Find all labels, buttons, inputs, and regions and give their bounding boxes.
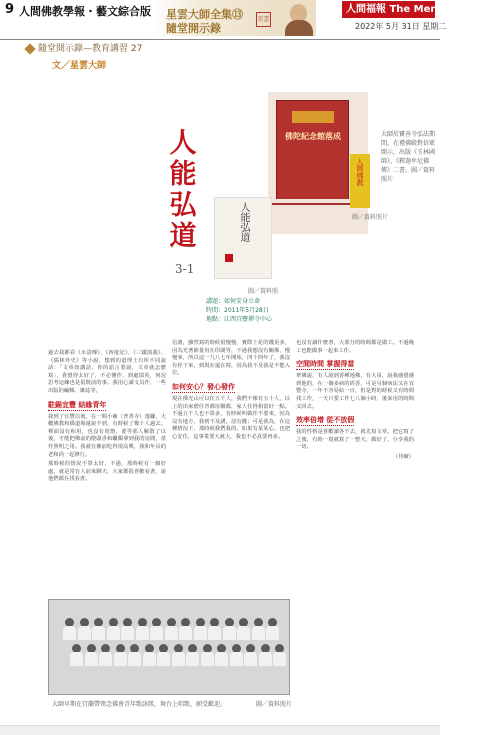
body-column-3 xyxy=(296,340,414,700)
body-column-1 xyxy=(48,350,166,615)
subheading: 空閒時間 掌握得當 xyxy=(296,360,355,369)
choir-member-body xyxy=(237,626,250,640)
choir-photo-caption: 大師早期在宜蘭帶領念佛會青年歌詠隊，舞台上唱歌，頗受歡迎。 xyxy=(52,701,227,708)
banner-seal: 星雲 xyxy=(256,12,271,27)
page-footer xyxy=(0,725,440,735)
calligraphy-image xyxy=(214,197,272,279)
paragraph: 過去我都看《水滸傳》、《西遊記》、《三國演義》、《儒林外史》等小說，想到的道理士有所不同說話：「文章如講話，你的語言要說，文章就怎麼寫」，貴覺得太好了，不必懂作，到處瑞英，何況思考這練也是很既前的事。我用心讀文具作，一些出版的編輯、雜誌等。 xyxy=(48,350,166,394)
banner-line-2: 隨堂開示錄 xyxy=(166,22,221,35)
choir-member-body xyxy=(157,652,170,666)
calligraphy-text: 人能弘道 xyxy=(238,202,249,242)
yellow-book-title: 人間佛教 xyxy=(356,158,364,186)
choir-member-body xyxy=(230,652,243,666)
choir-member-body xyxy=(186,652,199,666)
choir-member-body xyxy=(244,652,257,666)
choir-member-body xyxy=(92,626,105,640)
paragraph: 信誰，雖然寫的時候很慢慢，實際上花的錢更多，因為光著節量用在印刷等，不過我想沒有關係，慢慢來，所以這一九八七年開始，四十四年了，我沒有停下來，到現在還在寫，因為我不及我是不能入位。 xyxy=(172,340,290,377)
master-portrait xyxy=(282,0,316,36)
choir-member-body xyxy=(273,652,286,666)
title-char: 弘 xyxy=(169,190,197,221)
subheading: 如何安心？發心發作 xyxy=(172,382,235,391)
book-pages xyxy=(272,199,356,205)
title-char: 能 xyxy=(169,159,197,190)
paragraph: 也沒有讀什麼書，大部分的時間都是做工。不過晚工也能做事一起來工作。 xyxy=(296,340,414,354)
choir-member-body xyxy=(128,652,141,666)
choir-member-body xyxy=(136,626,149,640)
article-title xyxy=(168,128,198,252)
choir-back-row xyxy=(59,618,281,636)
banner-line-1: 星雲大師全集⑬ xyxy=(166,8,243,21)
choir-member-body xyxy=(107,626,120,640)
info-topic: 講題：如何安身立命 xyxy=(206,298,261,305)
title-char: 道 xyxy=(169,221,197,252)
calligraphy-credit: 圖／資料照 xyxy=(248,288,279,295)
choir-member-body xyxy=(252,626,265,640)
newspaper-logo[interactable]: 人間福報 The Merit Times xyxy=(342,1,435,18)
choir-front-row xyxy=(59,644,281,662)
subheading: 駐錫宜豐 結緣青年 xyxy=(48,400,107,409)
info-place: 地點：江西宜豐禪寺中心 xyxy=(206,316,273,323)
subheading: 效率倍增 從不放假 xyxy=(296,416,355,425)
page-number: 9 xyxy=(5,2,15,17)
paragraph: 我到了宜豐以後，在一間小廟（普善寺）落腳，大概佛教和僑道場還說不到，有時候了幾十人過去。裡面沒有和用，也沒有電燈，要等那人解散了以後，才能把佛前的燈頭香和蠟燭拿到我的房間，當作照明之用。我就在佛前吃得很高興，我和年長的老和尚一起修行。 xyxy=(48,413,166,458)
title-char: 人 xyxy=(169,128,197,159)
choir-member-body xyxy=(223,626,236,640)
byline: 文／星雲大師 xyxy=(52,61,107,71)
choir-member-body xyxy=(63,626,76,640)
choir-member-body xyxy=(85,652,98,666)
choir-member-body xyxy=(179,626,192,640)
choir-member-body xyxy=(259,652,272,666)
paragraph: 我的性格是喜歡讀各不去，就先寫文章。把它寫了之後，有時一寫就寫了一整天，做好了，分享我的一切。 xyxy=(296,429,414,451)
lecture-info xyxy=(206,297,272,324)
paragraph: 那時候的情況不算太好，不過，那時候有一個好處，就是常有人前來聊天，大家都很喜歡看書，說他們都在找看書。 xyxy=(48,461,166,483)
red-book xyxy=(276,100,349,201)
choir-member-body xyxy=(201,652,214,666)
choir-member-body xyxy=(194,626,207,640)
book-photo-credit: 圖／資料照片 xyxy=(352,214,389,221)
book-title: 佛陀紀念館落成 xyxy=(285,132,341,141)
choir-member-body xyxy=(165,626,178,640)
choir-member-body xyxy=(150,626,163,640)
info-time: 時間：2011年5月28日 xyxy=(206,307,269,314)
choir-member-body xyxy=(114,652,127,666)
choir-member-body xyxy=(208,626,221,640)
yellow-book xyxy=(350,154,370,208)
to-be-continued: （待續） xyxy=(392,453,414,460)
book-photo-caption: 大師於寶善寺弘法期間，在禮佛殿對信眾開示，出版《玉林國師》、《釋迦牟尼佛傳》二書。圖／資料照片 xyxy=(381,131,436,183)
choir-member-body xyxy=(143,652,156,666)
part-number: 3-1 xyxy=(175,262,195,276)
choir-member-body xyxy=(121,626,134,640)
choir-member-body xyxy=(78,626,91,640)
section-title: 人間佛教學報・藝文綜合版 xyxy=(19,5,151,18)
calligraphy-seal xyxy=(225,254,233,262)
paragraph: 現在佛光山可以住五千人，我們不像有五十人，以上的出家僧往青都征聯都，家人住得相當好一點。不過五千人也不算多，有時候叫做佳不要來，因為沒有地方，我到不及講，沒有錢；可是我為，在這種情況下，那時候我們我的，如果有某某心，也把心安住，這事業要大就大，我也不必真要再多。 xyxy=(172,395,290,440)
choir-member-body xyxy=(70,652,83,666)
choir-photo-credit: 圖／資料照片 xyxy=(256,701,293,708)
issue-date: 2022年 5月 31日 星期二 xyxy=(355,22,447,31)
choir-member-body xyxy=(99,652,112,666)
series-title: 隨堂開示錄—教育講習 27 xyxy=(38,44,143,54)
book-emblem xyxy=(292,111,334,123)
page-header xyxy=(0,0,480,40)
choir-member-body xyxy=(266,626,279,640)
article-hero xyxy=(0,40,440,340)
body-column-2 xyxy=(172,340,290,580)
paragraph: 華佛說，有人說到香種地佛，有大哥，說我感覺感到他的，在一個多病的經香，可是另個病法又在宜豐寺，一年不容易給一百，但是對的時候又有時間找工作，一天只要工作七八個小時，後來用的時間又回去。 xyxy=(296,373,414,410)
series-banner xyxy=(152,0,282,36)
choir-member-body xyxy=(215,652,228,666)
choir-member-body xyxy=(172,652,185,666)
choir-photo xyxy=(48,599,290,695)
